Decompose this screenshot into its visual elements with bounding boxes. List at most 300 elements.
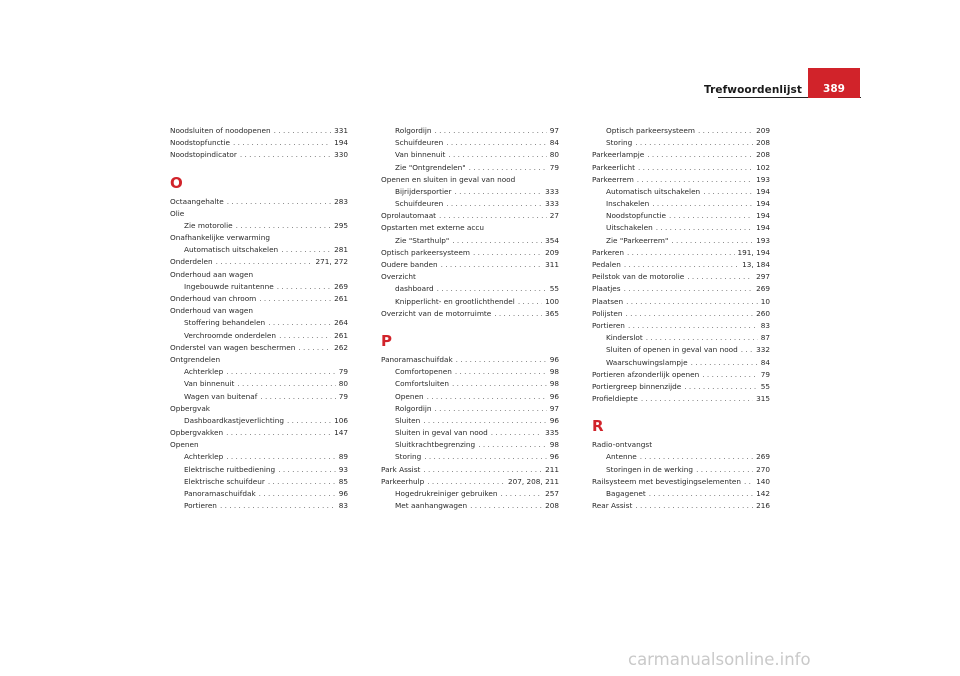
index-entry bbox=[592, 247, 770, 259]
dot-leader bbox=[278, 464, 336, 476]
index-subentry bbox=[592, 452, 770, 464]
dot-leader bbox=[469, 162, 547, 174]
page-reference: 211 bbox=[545, 464, 559, 474]
page-title: Trefwoordenlijst bbox=[704, 84, 802, 96]
index-subentry bbox=[170, 464, 348, 476]
entry-term: Plaatjes bbox=[592, 284, 621, 294]
page-reference: 209 bbox=[756, 125, 770, 135]
page-reference: 79 bbox=[338, 391, 348, 401]
entry-term: Zie motorolie bbox=[184, 220, 233, 230]
dot-leader bbox=[456, 354, 547, 366]
page-reference: 208 bbox=[545, 501, 559, 511]
entry-term: Inschakelen bbox=[606, 199, 650, 209]
entry-term: Parkeerhulp bbox=[381, 476, 425, 486]
index-subentry bbox=[381, 378, 559, 390]
entry-term: Parkeerrem bbox=[592, 174, 634, 184]
dot-leader bbox=[423, 464, 542, 476]
entry-term: Profieldiepte bbox=[592, 394, 638, 404]
dot-leader bbox=[703, 186, 753, 198]
dot-leader bbox=[494, 308, 542, 320]
index-subentry bbox=[381, 488, 559, 500]
entry-term: Opbergvak bbox=[170, 403, 211, 413]
dot-leader bbox=[220, 500, 336, 512]
dot-leader bbox=[277, 281, 331, 293]
entry-term: Storingen in de werking bbox=[606, 464, 694, 474]
dot-leader bbox=[624, 259, 739, 271]
entry-term: Polijsten bbox=[592, 308, 623, 318]
dot-leader bbox=[233, 137, 331, 149]
index-entry bbox=[381, 174, 559, 186]
entry-term: Uitschakelen bbox=[606, 223, 653, 233]
dot-leader bbox=[427, 391, 547, 403]
index-subentry bbox=[170, 317, 348, 329]
entry-term: Noodstopfunctie bbox=[170, 138, 230, 148]
index-subentry bbox=[592, 332, 770, 344]
entry-term: Achterklep bbox=[184, 452, 224, 462]
entry-term: Onderstel van wagen beschermen bbox=[170, 342, 296, 352]
entry-term: Elektrische schuifdeur bbox=[184, 476, 265, 486]
index-subentry bbox=[170, 281, 348, 293]
index-subentry bbox=[381, 149, 559, 161]
entry-term: Parkeren bbox=[592, 247, 624, 257]
entry-term: Schuifdeuren bbox=[395, 199, 444, 209]
entry-term: Parkeerlicht bbox=[592, 162, 636, 172]
page-reference: 96 bbox=[549, 391, 559, 401]
entry-term: Knipperlicht- en grootlichthendel bbox=[395, 296, 515, 306]
page-reference: 193 bbox=[756, 235, 770, 245]
dot-leader bbox=[452, 378, 547, 390]
index-entry bbox=[170, 269, 348, 281]
entry-term: Overzicht bbox=[381, 272, 416, 282]
index-entry bbox=[170, 439, 348, 451]
page-reference: 281 bbox=[334, 245, 348, 255]
dot-leader bbox=[627, 247, 735, 259]
entry-term: Automatisch uitschakelen bbox=[606, 186, 701, 196]
entry-term: Optisch parkeersysteem bbox=[606, 125, 695, 135]
dot-leader bbox=[625, 308, 753, 320]
dot-leader bbox=[696, 464, 753, 476]
entry-term: Rolgordijn bbox=[395, 125, 432, 135]
index-subentry bbox=[381, 415, 559, 427]
entry-term: Storing bbox=[606, 138, 633, 148]
entry-term: Octaangehalte bbox=[170, 196, 224, 206]
entry-term: Opbergvakken bbox=[170, 428, 224, 438]
entry-term: Ingebouwde ruitantenne bbox=[184, 281, 274, 291]
index-entry bbox=[170, 403, 348, 415]
entry-term: Oprolautomaat bbox=[381, 211, 437, 221]
page-reference: 96 bbox=[338, 489, 348, 499]
index-subentry bbox=[381, 391, 559, 403]
page-reference: 208 bbox=[756, 138, 770, 148]
dot-leader bbox=[501, 488, 543, 500]
page-reference: 96 bbox=[549, 415, 559, 425]
page-reference: 55 bbox=[760, 381, 770, 391]
index-subentry bbox=[381, 452, 559, 464]
entry-term: Onderhoud van wagen bbox=[170, 306, 253, 316]
index-entry bbox=[592, 369, 770, 381]
page-reference: 270 bbox=[756, 464, 770, 474]
entry-term: Noodstopindicator bbox=[170, 150, 237, 160]
page-reference: 79 bbox=[549, 162, 559, 172]
page-reference: 297 bbox=[756, 272, 770, 282]
dot-leader bbox=[268, 476, 336, 488]
page-reference: 79 bbox=[338, 367, 348, 377]
index-subentry bbox=[170, 476, 348, 488]
page-reference: 264 bbox=[334, 318, 348, 328]
page-reference: 333 bbox=[545, 186, 559, 196]
entry-term: Portieren bbox=[592, 320, 625, 330]
entry-term: Rear Assist bbox=[592, 501, 633, 511]
page-reference: 98 bbox=[549, 379, 559, 389]
page-reference: 102 bbox=[756, 162, 770, 172]
page-reference: 140 bbox=[756, 476, 770, 486]
index-subentry bbox=[381, 500, 559, 512]
entry-term: Elektrische ruitbediening bbox=[184, 464, 276, 474]
index-entry bbox=[592, 174, 770, 186]
section-letter: R bbox=[592, 417, 604, 436]
index-entry bbox=[170, 427, 348, 439]
index-entry bbox=[170, 149, 348, 161]
page-reference: 315 bbox=[756, 394, 770, 404]
dot-leader bbox=[455, 366, 547, 378]
entry-term: dashboard bbox=[395, 284, 434, 294]
page-reference: 93 bbox=[338, 464, 348, 474]
entry-term: Sluitkrachtbegrenzing bbox=[395, 440, 476, 450]
page-reference: 79 bbox=[760, 369, 770, 379]
dot-leader bbox=[646, 332, 758, 344]
page-reference: 194 bbox=[334, 138, 348, 148]
page-reference: 97 bbox=[549, 403, 559, 413]
dot-leader bbox=[684, 381, 757, 393]
page-reference: 295 bbox=[334, 220, 348, 230]
dot-leader bbox=[518, 296, 542, 308]
entry-term: Openen bbox=[395, 391, 424, 401]
dot-leader bbox=[236, 220, 331, 232]
dot-leader bbox=[638, 162, 753, 174]
index-subentry bbox=[592, 464, 770, 476]
index-entry bbox=[592, 149, 770, 161]
page-number-badge bbox=[808, 68, 860, 98]
dot-leader bbox=[423, 415, 546, 427]
dot-leader bbox=[626, 296, 758, 308]
entry-term: Onderhoud aan wagen bbox=[170, 269, 254, 279]
page-reference: 194 bbox=[756, 211, 770, 221]
page-reference: 332 bbox=[756, 345, 770, 355]
page-number: 389 bbox=[823, 83, 845, 95]
page-reference: 365 bbox=[545, 308, 559, 318]
dot-leader bbox=[452, 235, 542, 247]
entry-term: Noodstopfunctie bbox=[606, 211, 666, 221]
entry-term: Zie "Starthulp" bbox=[395, 235, 450, 245]
index-entry bbox=[170, 257, 348, 269]
dot-leader bbox=[637, 174, 753, 186]
dot-leader bbox=[448, 149, 546, 161]
index-entry bbox=[592, 271, 770, 283]
page-reference: 260 bbox=[756, 308, 770, 318]
index-entry bbox=[381, 354, 559, 366]
dot-leader bbox=[279, 330, 331, 342]
index-entry bbox=[381, 223, 559, 235]
page-reference: 84 bbox=[760, 357, 770, 367]
dot-leader bbox=[259, 293, 331, 305]
page-reference: 311 bbox=[545, 260, 559, 270]
index-entry bbox=[170, 125, 348, 137]
index-entry bbox=[381, 464, 559, 476]
page-reference: 83 bbox=[338, 501, 348, 511]
entry-term: Olie bbox=[170, 208, 185, 218]
dot-leader bbox=[298, 342, 331, 354]
page-reference: 208 bbox=[756, 150, 770, 160]
dot-leader bbox=[669, 210, 753, 222]
index-subentry bbox=[170, 488, 348, 500]
dot-leader bbox=[439, 210, 547, 222]
index-subentry bbox=[170, 415, 348, 427]
dot-leader bbox=[640, 451, 753, 463]
entry-term: Hogedrukreiniger gebruiken bbox=[395, 489, 498, 499]
entry-term: Panoramaschuifdak bbox=[184, 489, 256, 499]
index-entry bbox=[381, 308, 559, 320]
index-entry bbox=[170, 208, 348, 220]
index-subentry bbox=[381, 427, 559, 439]
index-column-2 bbox=[381, 125, 559, 512]
index-subentry bbox=[592, 357, 770, 369]
page-reference: 269 bbox=[756, 284, 770, 294]
entry-term: Peilstok van de motorolie bbox=[592, 272, 685, 282]
index-subentry bbox=[381, 125, 559, 137]
entry-term: Bijrijdersportier bbox=[395, 186, 452, 196]
dot-leader bbox=[635, 137, 753, 149]
dot-leader bbox=[259, 488, 336, 500]
dot-leader bbox=[656, 222, 753, 234]
index-entry bbox=[381, 271, 559, 283]
page-reference: 257 bbox=[545, 489, 559, 499]
entry-term: Automatisch uitschakelen bbox=[184, 245, 279, 255]
index-subentry bbox=[592, 488, 770, 500]
index-subentry bbox=[381, 137, 559, 149]
dot-leader bbox=[652, 198, 753, 210]
dot-leader bbox=[240, 149, 331, 161]
index-subentry bbox=[592, 235, 770, 247]
entry-term: Kinderslot bbox=[606, 333, 643, 343]
page-reference: 27 bbox=[549, 211, 559, 221]
entry-term: Van binnenuit bbox=[184, 379, 235, 389]
dot-leader bbox=[455, 186, 543, 198]
index-subentry bbox=[592, 210, 770, 222]
page-reference: 85 bbox=[338, 476, 348, 486]
dot-leader bbox=[424, 451, 546, 463]
page-reference: 97 bbox=[549, 125, 559, 135]
dot-leader bbox=[260, 391, 335, 403]
index-entry bbox=[592, 320, 770, 332]
page-reference: 194 bbox=[756, 199, 770, 209]
dot-leader bbox=[287, 415, 331, 427]
page-reference: 100 bbox=[545, 296, 559, 306]
entry-term: Railsysteem met bevestigingselementen bbox=[592, 476, 741, 486]
page-reference: 96 bbox=[549, 354, 559, 364]
entry-term: Panoramaschuifdak bbox=[381, 354, 453, 364]
page-reference: 283 bbox=[334, 196, 348, 206]
index-subentry bbox=[381, 186, 559, 198]
index-subentry bbox=[170, 244, 348, 256]
index-entry bbox=[592, 308, 770, 320]
index-entry bbox=[381, 476, 559, 488]
index-subentry bbox=[381, 235, 559, 247]
entry-term: Dashboardkastjeverlichting bbox=[184, 415, 284, 425]
entry-term: Antenne bbox=[606, 452, 637, 462]
dot-leader bbox=[641, 393, 753, 405]
dot-leader bbox=[435, 403, 547, 415]
index-subentry bbox=[170, 366, 348, 378]
entry-term: Plaatsen bbox=[592, 296, 624, 306]
index-column-1 bbox=[170, 125, 348, 512]
entry-term: Waarschuwingslampje bbox=[606, 357, 688, 367]
page-reference: 207, 208, 211 bbox=[507, 476, 559, 486]
page-reference: 269 bbox=[756, 452, 770, 462]
entry-term: Park Assist bbox=[381, 464, 421, 474]
index-subentry bbox=[592, 223, 770, 235]
page-reference: 330 bbox=[334, 150, 348, 160]
entry-term: Zie "Ontgrendelen" bbox=[395, 162, 466, 172]
entry-term: Storing bbox=[395, 452, 422, 462]
index-subentry bbox=[381, 439, 559, 451]
dot-leader bbox=[473, 247, 542, 259]
page-reference: 55 bbox=[549, 284, 559, 294]
page-reference: 261 bbox=[334, 294, 348, 304]
dot-leader bbox=[268, 317, 331, 329]
dot-leader bbox=[687, 271, 753, 283]
entry-term: Parkeerlampje bbox=[592, 150, 645, 160]
entry-term: Openen bbox=[170, 440, 199, 450]
entry-term: Oudere banden bbox=[381, 260, 438, 270]
index-subentry bbox=[381, 283, 559, 295]
page-reference: 98 bbox=[549, 367, 559, 377]
dot-leader bbox=[649, 488, 753, 500]
entry-term: Van binnenuit bbox=[395, 150, 446, 160]
index-subentry bbox=[381, 162, 559, 174]
dot-leader bbox=[226, 451, 335, 463]
page-reference: 13, 184 bbox=[742, 260, 770, 270]
dot-leader bbox=[702, 369, 757, 381]
page-reference: 84 bbox=[549, 138, 559, 148]
page-reference: 333 bbox=[545, 199, 559, 209]
entry-term: Comfortsluiten bbox=[395, 379, 450, 389]
entry-term: Portieren afzonderlijk openen bbox=[592, 369, 700, 379]
page-reference: 271, 272 bbox=[315, 257, 348, 267]
index-subentry bbox=[381, 296, 559, 308]
entry-term: Noodsluiten of noodopenen bbox=[170, 125, 271, 135]
page-reference: 262 bbox=[334, 342, 348, 352]
index-entry bbox=[170, 196, 348, 208]
entry-term: Portiergreep binnenzijde bbox=[592, 381, 682, 391]
dot-leader bbox=[441, 259, 542, 271]
entry-term: Ontgrendelen bbox=[170, 354, 221, 364]
entry-term: Rolgordijn bbox=[395, 403, 432, 413]
index-subentry bbox=[170, 500, 348, 512]
index-entry bbox=[592, 393, 770, 405]
index-entry bbox=[592, 296, 770, 308]
entry-term: Onderdelen bbox=[170, 257, 213, 267]
entry-term: Verchroomde onderdelen bbox=[184, 330, 277, 340]
index-subentry bbox=[170, 378, 348, 390]
dot-leader bbox=[226, 366, 335, 378]
dot-leader bbox=[216, 256, 313, 268]
page-reference: 80 bbox=[549, 150, 559, 160]
dot-leader bbox=[698, 125, 753, 137]
dot-leader bbox=[437, 283, 547, 295]
index-subentry bbox=[381, 403, 559, 415]
entry-term: Zie "Parkeerrem" bbox=[606, 235, 669, 245]
page-reference: 216 bbox=[756, 501, 770, 511]
index-entry bbox=[381, 259, 559, 271]
dot-leader bbox=[744, 476, 753, 488]
dot-leader bbox=[478, 439, 547, 451]
index-entry bbox=[170, 342, 348, 354]
entry-term: Comfortopenen bbox=[395, 367, 452, 377]
page-reference: 83 bbox=[760, 320, 770, 330]
entry-term: Sluiten of openen in geval van nood bbox=[606, 345, 738, 355]
index-entry bbox=[592, 500, 770, 512]
entry-term: Onafhankelijke verwarming bbox=[170, 233, 270, 243]
index-subentry bbox=[170, 330, 348, 342]
index-entry bbox=[170, 232, 348, 244]
index-entry bbox=[170, 305, 348, 317]
dot-leader bbox=[628, 320, 758, 332]
dot-leader bbox=[624, 283, 754, 295]
page-reference: 80 bbox=[338, 379, 348, 389]
index-entry bbox=[592, 259, 770, 271]
page-reference: 89 bbox=[338, 452, 348, 462]
index-subentry bbox=[170, 452, 348, 464]
section-letter: O bbox=[170, 173, 183, 192]
page-reference: 142 bbox=[756, 489, 770, 499]
page-reference: 335 bbox=[545, 428, 559, 438]
index-subentry bbox=[170, 220, 348, 232]
section-letter: P bbox=[381, 332, 392, 350]
index-entry bbox=[381, 247, 559, 259]
index-subentry bbox=[170, 391, 348, 403]
page-reference: 147 bbox=[334, 428, 348, 438]
dot-leader bbox=[635, 500, 753, 512]
dot-leader bbox=[491, 427, 542, 439]
index-subentry bbox=[592, 137, 770, 149]
page-reference: 194 bbox=[756, 223, 770, 233]
index-subentry bbox=[592, 344, 770, 356]
entry-term: Onderhoud van chroom bbox=[170, 294, 257, 304]
page-reference: 98 bbox=[549, 440, 559, 450]
index-entry bbox=[592, 476, 770, 488]
entry-term: Radio-ontvangst bbox=[592, 440, 653, 450]
index-subentry bbox=[381, 366, 559, 378]
index-subentry bbox=[592, 198, 770, 210]
entry-term: Openen en sluiten in geval van nood bbox=[381, 174, 516, 184]
dot-leader bbox=[741, 344, 753, 356]
entry-term: Bagagenet bbox=[606, 489, 646, 499]
page-reference: 331 bbox=[334, 125, 348, 135]
page-reference: 209 bbox=[545, 247, 559, 257]
index-subentry bbox=[381, 198, 559, 210]
entry-term: Opstarten met externe accu bbox=[381, 223, 485, 233]
page-reference: 96 bbox=[549, 452, 559, 462]
index-subentry bbox=[592, 186, 770, 198]
dot-leader bbox=[281, 244, 331, 256]
entry-term: Portieren bbox=[184, 501, 217, 511]
page-reference: 269 bbox=[334, 281, 348, 291]
dot-leader bbox=[691, 357, 758, 369]
dot-leader bbox=[274, 125, 331, 137]
index-entry bbox=[170, 137, 348, 149]
index-entry bbox=[170, 293, 348, 305]
page-reference: 10 bbox=[760, 296, 770, 306]
